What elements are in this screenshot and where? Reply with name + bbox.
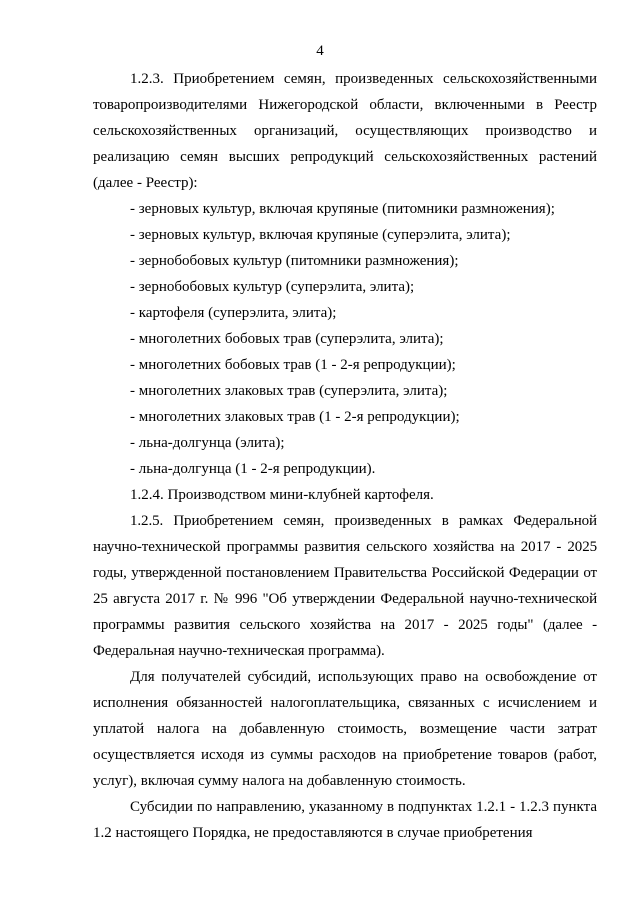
list-item: - многолетних бобовых трав (суперэлита, элита); bbox=[130, 331, 444, 347]
paragraph-subsidies: Субсидии по направлению, указанному в подпунктах 1.2.1 - 1.2.3 пункта 1.2 настоящего Порядка, не предоставляются в случае приобретения bbox=[93, 799, 597, 841]
list-item: - многолетних злаковых трав (суперэлита, элита); bbox=[130, 383, 448, 399]
paragraph-1-2-3: 1.2.3. Приобретением семян, произведенных сельскохозяйственными товаропроизводителями Нижегородской области, включенными в Реестр сельскохозяйственных организаций, осуществляющих производство и реализацию семян высших репродукций сельскохозяйственных растений (далее - Реестр): bbox=[93, 71, 597, 191]
list-item: - льна-долгунца (элита); bbox=[130, 435, 285, 451]
paragraph-1-2-4: 1.2.4. Производством мини-клубней картофеля. bbox=[130, 487, 434, 503]
seed-category-list bbox=[93, 196, 597, 482]
list-item: - льна-долгунца (1 - 2-я репродукции). bbox=[130, 461, 376, 477]
list-item: - зернобобовых культур (питомники размножения); bbox=[130, 253, 459, 269]
page-number: 4 bbox=[316, 43, 324, 59]
paragraph-1-2-5: 1.2.5. Приобретением семян, произведенных в рамках Федеральной научно-технической программы развития сельского хозяйства на 2017 - 2025 годы, утвержденной постановлением Правительства Российской Федерации от 25 августа 2017 г. № 996 "Об утверждении Федеральной научно-технической программы развития сельского хозяйства на 2017 - 2025 годы" (далее - Федеральная научно-техническая программа). bbox=[93, 513, 597, 659]
list-item: - многолетних злаковых трав (1 - 2-я репродукции); bbox=[130, 409, 460, 425]
list-item: - зерновых культур, включая крупяные (питомники размножения); bbox=[130, 201, 555, 217]
list-item: - картофеля (суперэлита, элита); bbox=[130, 305, 337, 321]
list-item: - зерновых культур, включая крупяные (суперэлита, элита); bbox=[130, 227, 511, 243]
list-item: - многолетних бобовых трав (1 - 2-я репродукции); bbox=[130, 357, 456, 373]
paragraph-vat: Для получателей субсидий, использующих право на освобождение от исполнения обязанностей налогоплательщика, связанных с исчислением и уплатой налога на добавленную стоимость, возмещение части затрат осуществляется исходя из суммы расходов на приобретение товаров (работ, услуг), включая сумму налога на добавленную стоимость. bbox=[93, 669, 597, 789]
list-item: - зернобобовых культур (суперэлита, элита); bbox=[130, 279, 415, 295]
document-body bbox=[93, 66, 597, 846]
